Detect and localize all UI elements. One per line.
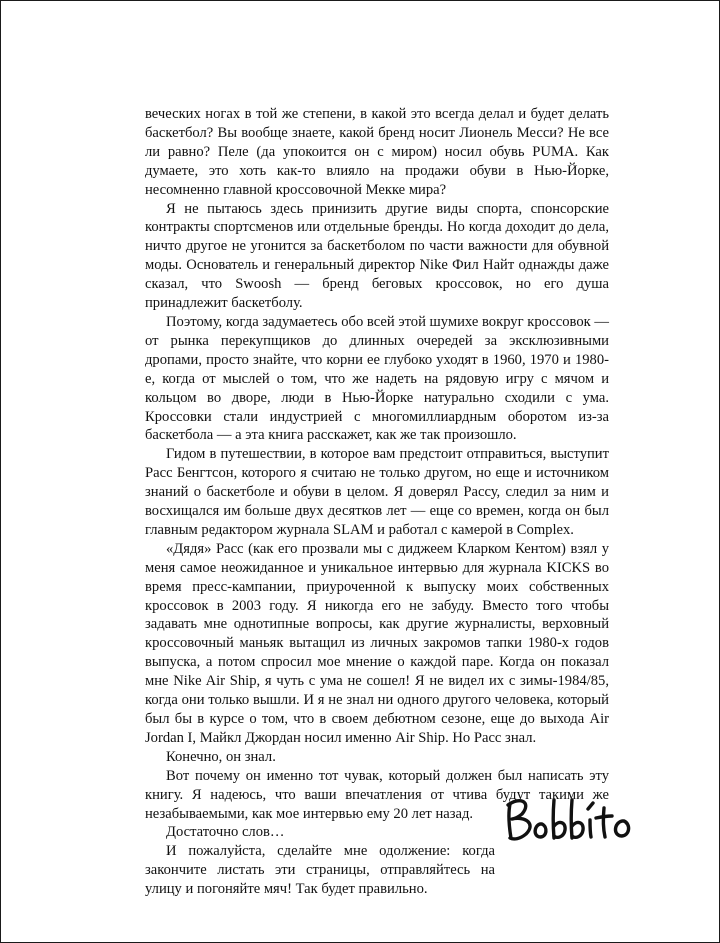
paragraph-6: Конечно, он знал. bbox=[166, 748, 276, 765]
paragraph-9: И пожалуйста, сделайте мне одолжение: когда закончите листать эти страницы, отправляйтесь на улицу и погоняйте мяч! Так будет правильно. bbox=[145, 843, 495, 898]
body-text bbox=[145, 105, 609, 899]
paragraph-4: Гидом в путешествии, в которое вам предстоит отправиться, выступит Расс Бенгтсон, которого я считаю не только другом, но еще и источником знаний о баскетболе и обуви в целом. Я доверял Рассу, следил за ним и восхищался им больше двух десятков лет — еще со времен, когда он был главным редактором журнала SLAM и работал с камерой в Complex. bbox=[145, 446, 609, 538]
paragraph-2: Я не пытаюсь здесь принизить другие виды спорта, спонсорские контракты спортсменов или отдельные бренды. Но когда доходит до дела, ничто другое не угонится за баскетболом по части важности для обувной моды. Основатель и генеральный директор Nike Фил Найт однажды даже сказал, что Swoosh — бренд беговых кроссовок, но его душа принадлежит баскетболу. bbox=[145, 200, 609, 312]
paragraph-5: «Дядя» Расс (как его прозвали мы с диджеем Кларком Кентом) взял у меня самое неожиданное и уникальное интервью для журнала KICKS во время пресс-кампании, приуроченной к выпуску моих собственных кроссовок в 2003 году. Я никогда его не забуду. Вместо того чтобы задавать мне однотипные вопросы, как другие журналисты, верховный кроссовочный маньяк вытащил из личных закромов тапки 1980-х годов выпуска, а потом спросил мое мнение о каждой паре. Когда он показал мне Nike Air Ship, я чуть с ума не сошел! Я не видел их с зимы-1984/85, когда они только вышли. И я не знал ни одного другого человека, который был бы в курсе о том, что в своем дебютном сезоне, еще до выхода Air Jordan I, Майкл Джордан носил именно Air Ship. Но Расс знал. bbox=[145, 540, 609, 746]
paragraph-3: Поэтому, когда задумаетесь обо всей этой шумихе вокруг кроссовок — от рынка перекупщиков до длинных очередей за эксклюзивными дропами, просто знайте, что корни ее глубоко уходят в 1960, 1970 и 1980-е, когда от мыслей о том, что же надеть на рядовую игру с мячом и кольцом во дворе, люди в Нью-Йорке натурально сходили с ума. Кроссовки стали индустрией с многомиллиардным оборотом из-за баскетбола — а эта книга расскажет, как же так произошло. bbox=[145, 313, 609, 444]
paragraph-1: веческих ногах в той же степени, в какой это всегда делал и будет делать баскетбол? Вы вообще знаете, какой бренд носит Лионель Месси? Не все ли равно? Пеле (да упокоится он с миром) носил обувь PUMA. Как думаете, это хоть как-то влияло на продажи обуви в Нью-Йорке, несомненно главной кроссовочной Мекке мира? bbox=[145, 106, 609, 198]
paragraph-8: Достаточно слов… bbox=[166, 824, 285, 841]
handwritten-signature bbox=[502, 790, 652, 852]
paragraph-7: Вот почему он именно тот чувак, который должен был написать эту книгу. Я надеюсь, что ваши впечатления от чтива будут такими же незабываемыми, как мое интервью ему 20 лет назад. bbox=[145, 767, 609, 822]
